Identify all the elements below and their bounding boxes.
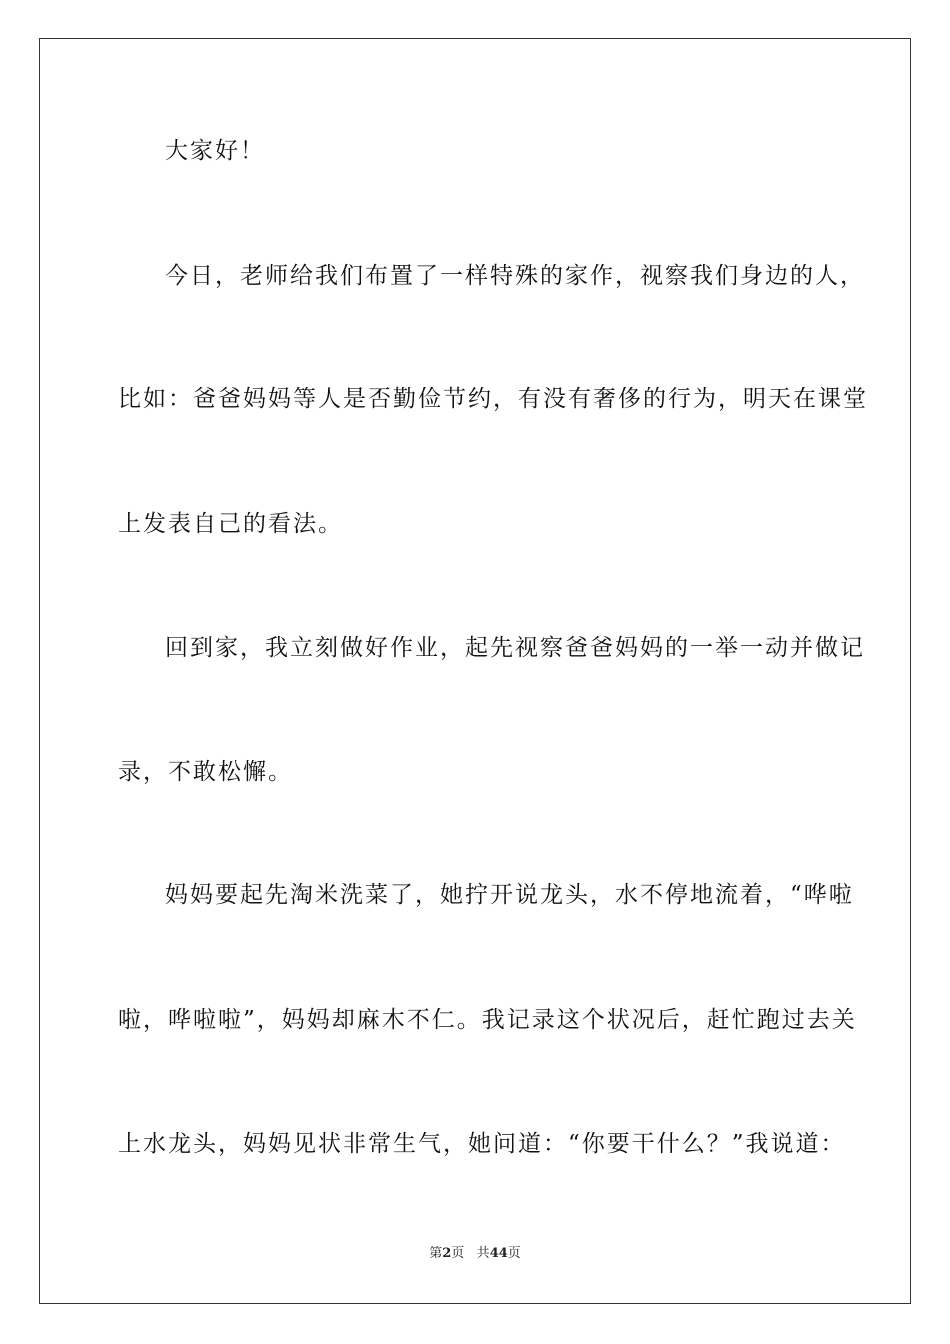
footer-total-prefix: 共	[476, 1246, 490, 1261]
greeting-line: 大家好！	[165, 138, 265, 164]
page-footer	[0, 1246, 950, 1262]
paragraph-1-line-2: 比如：爸爸妈妈等人是否勤俭节约，有没有奢侈的行为，明天在课堂	[118, 386, 868, 412]
paragraph-2-line-1: 回到家，我立刻做好作业，起先视察爸爸妈妈的一举一动并做记	[165, 635, 865, 661]
paragraph-3-line-3: 上水龙头，妈妈见状非常生气，她问道：“你要干什么？”我说道：	[118, 1131, 846, 1157]
footer-page-suffix: 页	[451, 1246, 465, 1261]
paragraph-3-line-1: 妈妈要起先淘米洗菜了，她拧开说龙头，水不停地流着，“哗啦	[165, 882, 854, 908]
footer-page-prefix: 第	[429, 1246, 443, 1261]
footer-total-suffix: 页	[507, 1246, 521, 1261]
paragraph-1-line-1: 今日，老师给我们布置了一样特殊的家作，视察我们身边的人，	[165, 263, 865, 289]
page-border	[39, 38, 911, 1304]
paragraph-1-line-3: 上发表自己的看法。	[118, 511, 343, 537]
paragraph-3-line-2: 啦，哗啦啦”，妈妈却麻木不仁。我记录这个状况后，赶忙跑过去关	[118, 1007, 857, 1033]
paragraph-2-line-2: 录，不敢松懈。	[118, 759, 293, 785]
footer-page-number: 2	[442, 1246, 452, 1261]
footer-total-pages: 44	[489, 1246, 508, 1261]
